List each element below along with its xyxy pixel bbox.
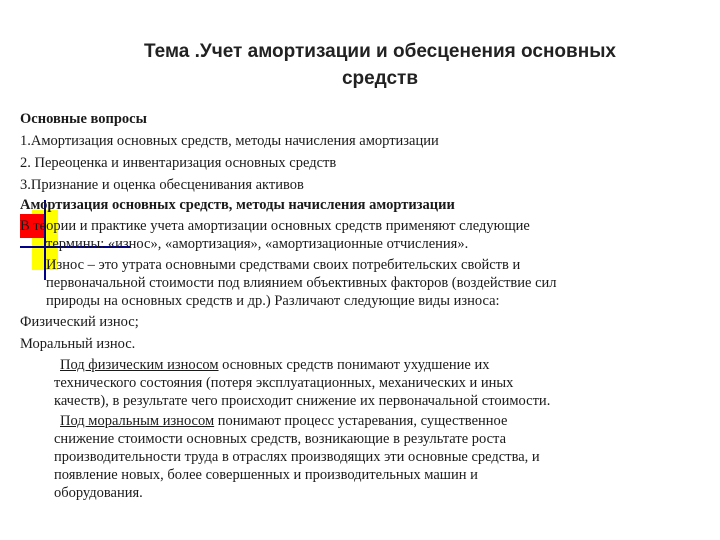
paragraph-4-line-1: [60, 412, 507, 431]
title-line-1: Тема .Учет амортизации и обесценения основных: [143, 41, 616, 62]
paragraph-1-line-2: термины: «износ», «амортизация», «амортизационные отчисления».: [46, 236, 469, 252]
question-item-2: 2. Переоценка и инвентаризация основных средств: [20, 155, 337, 171]
paragraph-3-line-3: качеств), в результате чего происходит снижение их первоначальной стоимости.: [54, 393, 551, 409]
question-item-1: 1.Амортизация основных средств, методы начисления амортизации: [20, 133, 439, 149]
wear-kind-physical: Физический износ;: [20, 314, 139, 330]
paragraph-4-line-4: появление новых, более совершенных и производительных машин и: [54, 467, 478, 483]
page-title: [60, 38, 700, 92]
term-moral-wear: Под моральным износом: [60, 413, 215, 429]
paragraph-3-line-1: [60, 356, 490, 375]
paragraph-4-line-1-rest: понимают процесс устаревания, существенное: [214, 413, 508, 429]
term-physical-wear: Под физическим износом: [60, 357, 219, 373]
section-heading: Амортизация основных средств, методы начисления амортизации: [20, 197, 455, 213]
paragraph-4-line-5: оборудования.: [54, 485, 143, 501]
paragraph-2-line-1: Износ – это утрата основными средствами своих потребительских свойств и: [46, 257, 521, 273]
paragraph-3-line-1-rest: основных средств понимают ухудшение их: [218, 357, 490, 373]
paragraph-1-line-1: В теории и практике учета амортизации основных средств применяют следующие: [20, 218, 530, 234]
question-item-3: 3.Признание и оценка обесценивания активов: [20, 177, 304, 193]
paragraph-2-line-3: природы на основных средств и др.) Различают следующие виды износа:: [46, 293, 500, 309]
wear-kind-moral: Моральный износ.: [20, 336, 136, 352]
title-line-2: средств: [341, 68, 419, 89]
paragraph-4-line-2: снижение стоимости основных средств, возникающие в результате роста: [54, 431, 506, 447]
paragraph-2-line-2: первоначальной стоимости под влиянием объективных факторов (воздействие сил: [46, 275, 557, 291]
paragraph-3-line-2: технического состояния (потеря эксплуатационных, механических и иных: [54, 375, 514, 391]
questions-heading: Основные вопросы: [20, 111, 147, 127]
paragraph-4-line-3: производительности труда в отраслях производящих эти основные средства, и: [54, 449, 540, 465]
